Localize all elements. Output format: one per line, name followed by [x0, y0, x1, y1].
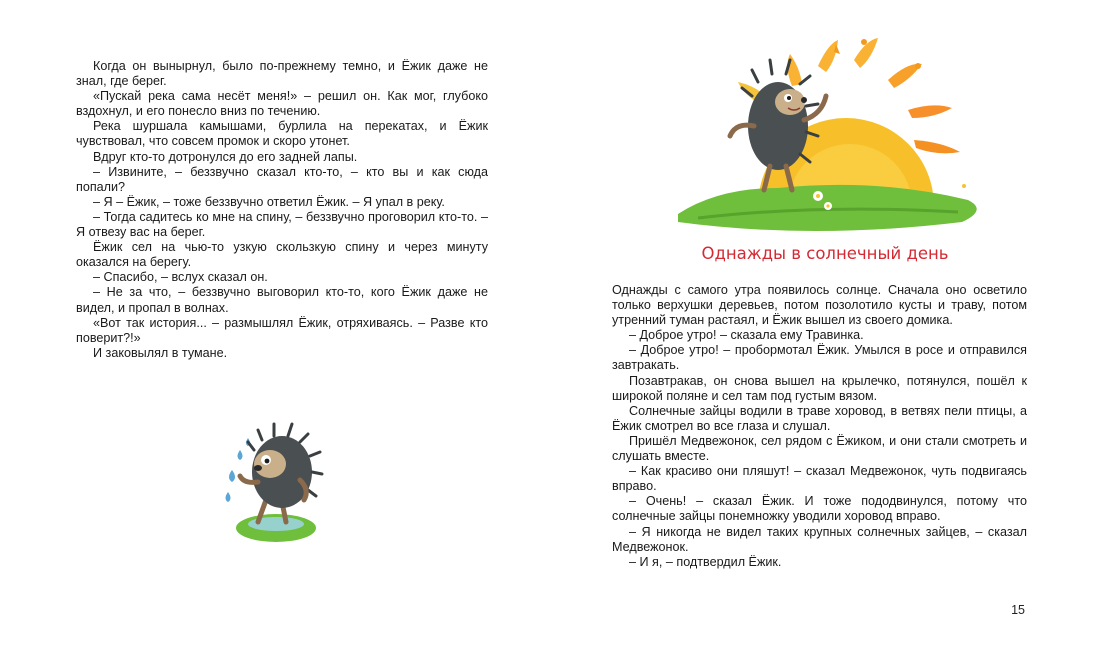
paragraph: – Доброе утро! – пробормотал Ёжик. Умылся в росе и отправился завтракать. [612, 343, 1027, 373]
paragraph: Ёжик сел на чью-то узкую скользкую спину и через минуту оказался на берегу. [76, 240, 488, 270]
paragraph: Солнечные зайцы водили в траве хоровод, в ветвях пели птицы, а Ёжик смотрел во все глаза и слушал. [612, 403, 1027, 433]
paragraph: «Вот так история... – размышлял Ёжик, отряхиваясь. – Разве кто поверит?!» [76, 315, 488, 345]
right-page-text [612, 283, 1027, 570]
paragraph: Однажды с самого утра появилось солнце. Сначала оно осветило только верхушки деревьев, потом позолотило кусты и траву, потом утренний туман растаял, и Ёжик вышел из своего домика. [612, 283, 1027, 328]
left-page-text [76, 59, 488, 361]
paragraph: – Как красиво они пляшут! – сказал Медвежонок, чуть подвигаясь вправо. [612, 464, 1027, 494]
paragraph: – Очень! – сказал Ёжик. И тоже пододвинулся, потому что солнечные зайцы понемножку уводили хоровод вправо. [612, 494, 1027, 524]
paragraph: – Тогда садитесь ко мне на спину, – беззвучно проговорил кто-то. – Я отвезу вас на берег. [76, 209, 488, 240]
paragraph: – Доброе утро! – сказала ему Травинка. [629, 328, 864, 343]
paragraph: Позавтракав, он снова вышел на крылечко, потянулся, пошёл к широкой поляне и сел там под густым вязом. [612, 373, 1027, 403]
paragraph: – Я – Ёжик, – тоже беззвучно ответил Ёжик. – Я упал в реку. [93, 194, 445, 209]
paragraph: Когда он вынырнул, было по-прежнему темно, и Ёжик даже не знал, где берег. [76, 59, 488, 89]
paragraph: Пришёл Медвежонок, сел рядом с Ёжиком, и они стали смотреть и слушать вместе. [612, 433, 1027, 464]
paragraph: «Пускай река сама несёт меня!» – решил он. Как мог, глубоко вздохнул, и его понесло вниз по течению. [76, 89, 488, 119]
paragraph: Вдруг кто-то дотронулся до его задней лапы. [93, 149, 358, 164]
sun-hedgehog-illustration [668, 36, 998, 232]
paragraph: Река шуршала камышами, бурлила на перекатах, и Ёжик чувствовал, что совсем промок и скоро утонет. [76, 119, 488, 149]
right-page [550, 0, 1100, 663]
wet-hedgehog-illustration [218, 410, 338, 550]
paragraph: И заковылял в тумане. [93, 345, 228, 360]
paragraph: – Извините, – беззвучно сказал кто-то, – кто вы и как сюда попали? [76, 164, 488, 194]
paragraph: – И я, – подтвердил Ёжик. [629, 554, 782, 569]
page-number: 15 [1011, 603, 1025, 617]
paragraph: – Не за что, – беззвучно выговорил кто-то, кого Ёжик даже не видел, и пропал в волнах. [76, 285, 488, 315]
paragraph: – Спасибо, – вслух сказал он. [93, 270, 268, 285]
paragraph: – Я никогда не видел таких крупных солнечных зайцев, – сказал Медвежонок. [612, 524, 1027, 554]
chapter-title: Однажды в солнечный день [701, 244, 949, 263]
